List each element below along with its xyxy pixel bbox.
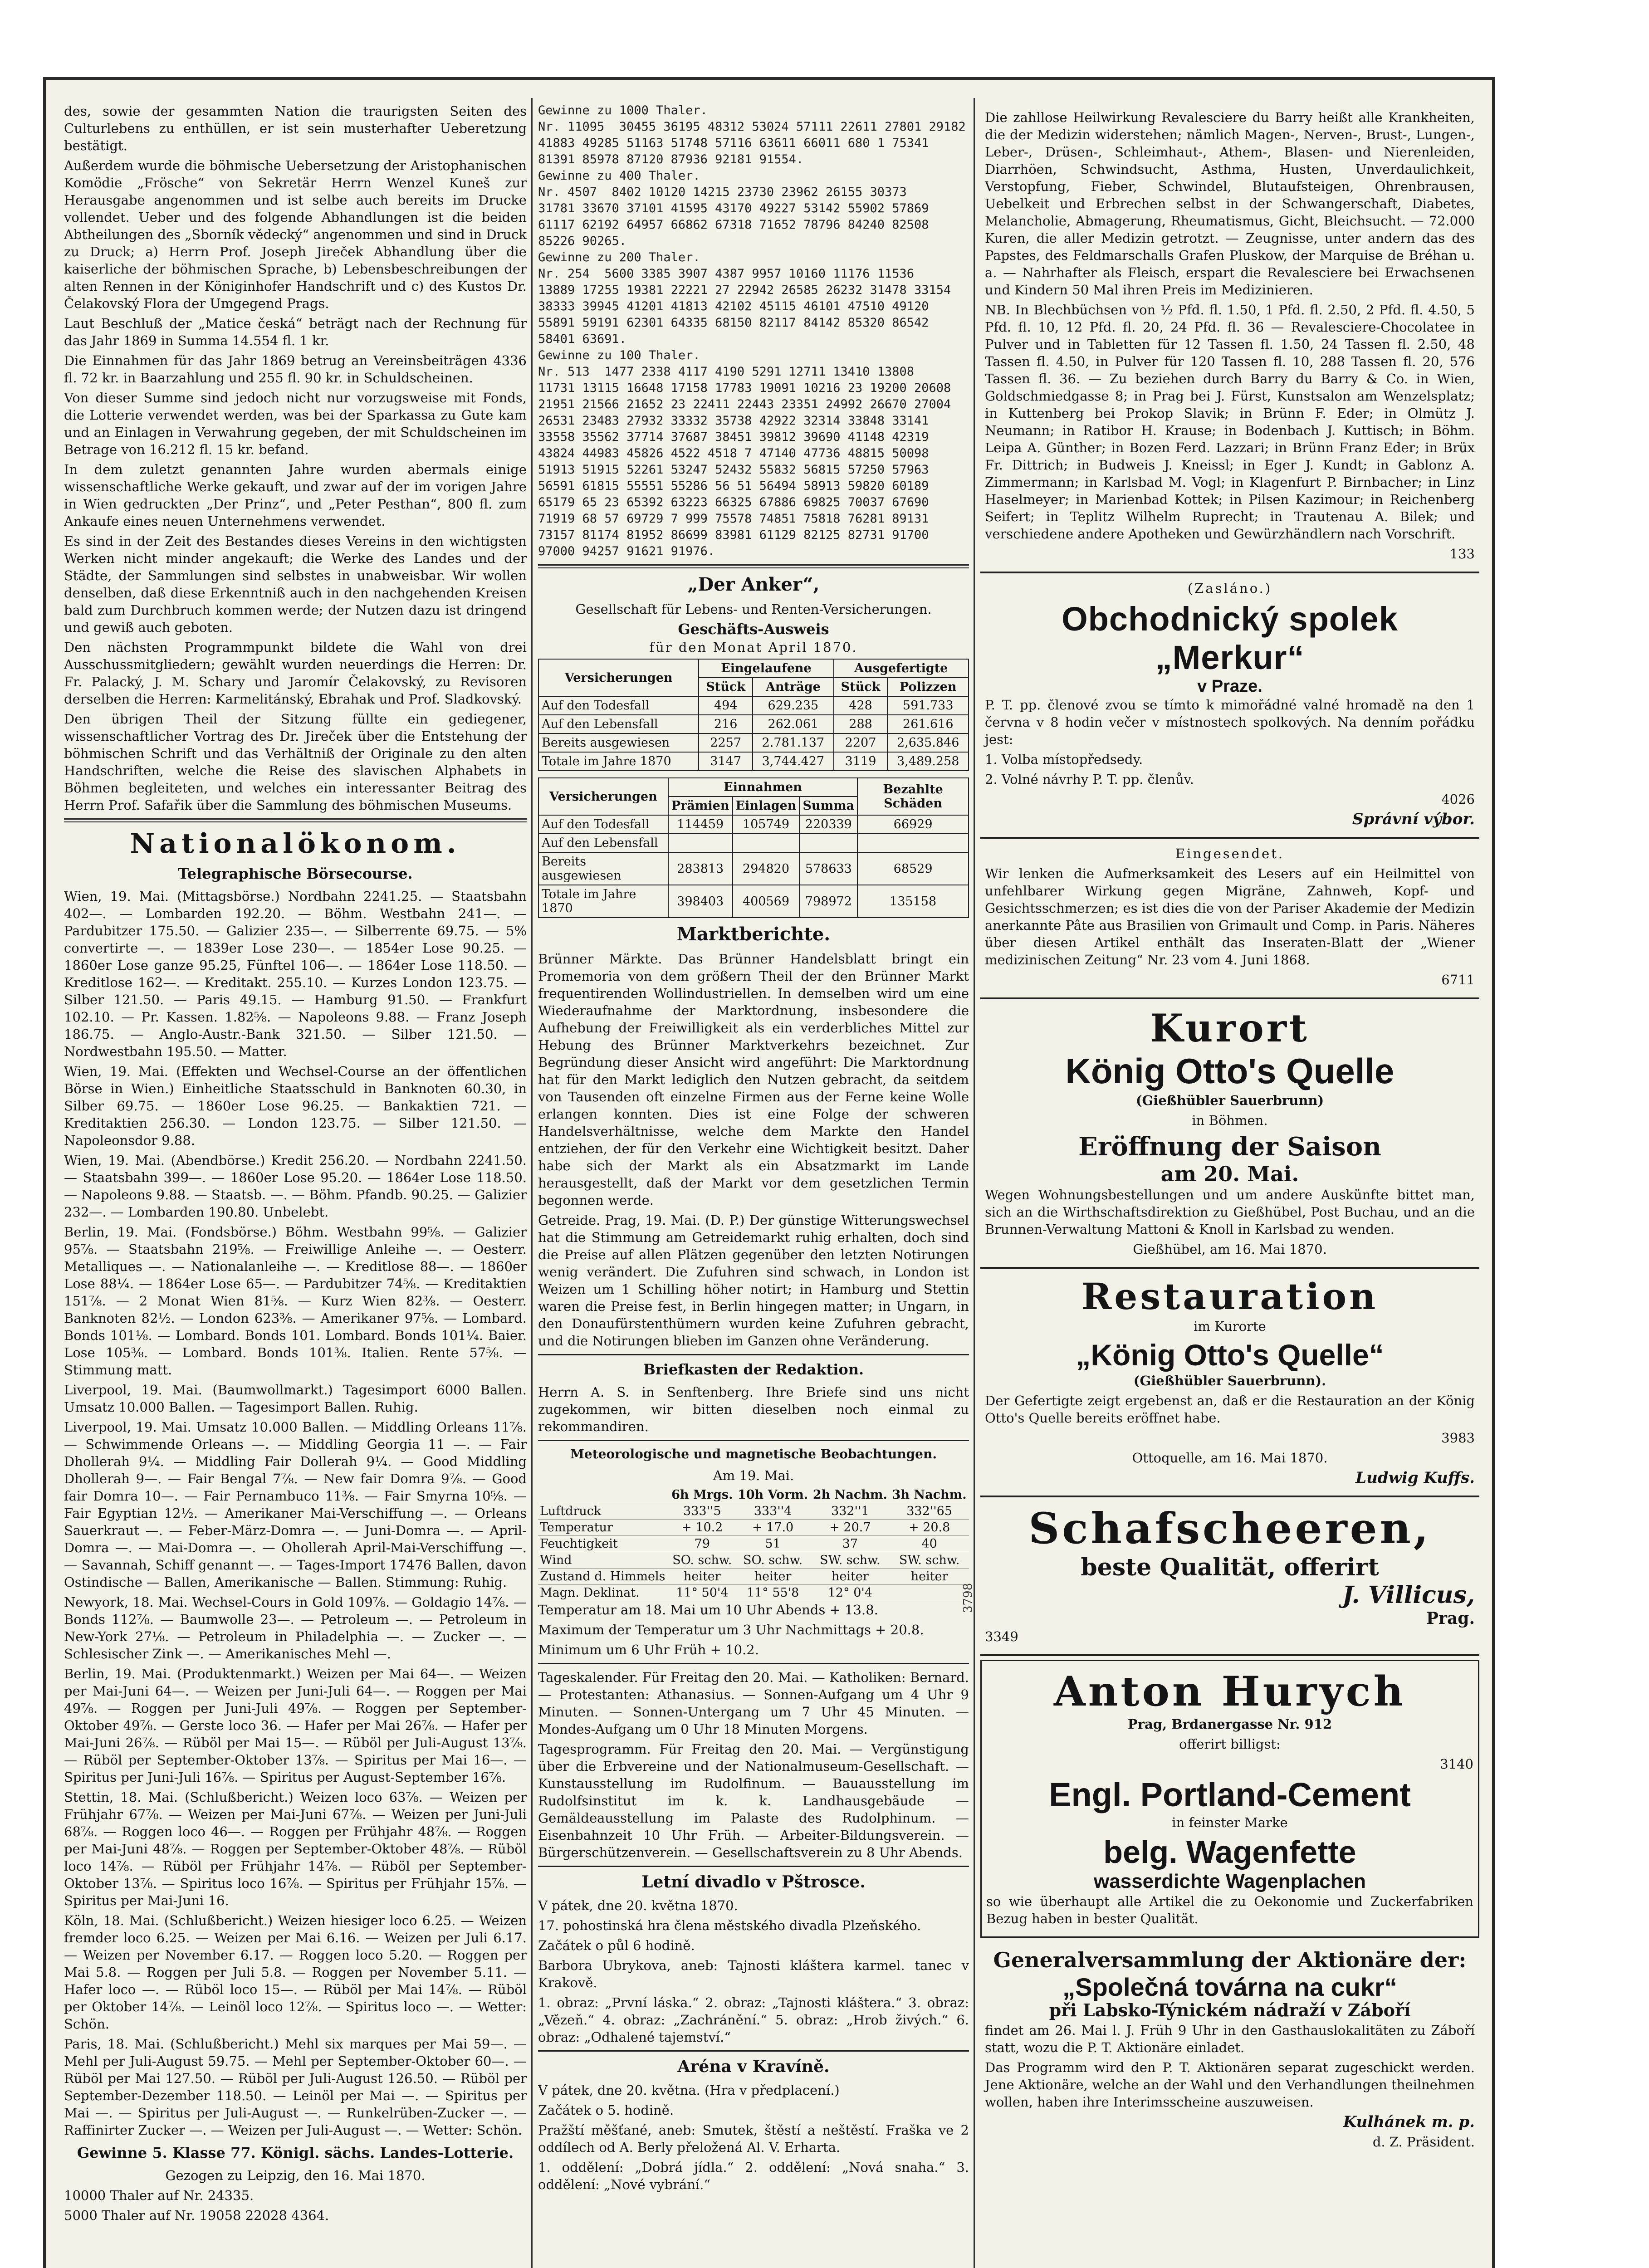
table-header: Versicherungen [538, 659, 699, 696]
paragraph: Außerdem wurde die böhmische Uebersetzung der Aristophanischen Komödie „Frösche“ von Sekretär Herrn Wenzel Kuneš zur Herausgabe angenommen und ist selbe auch bereits im Drucke vollendet. Ueber und des folgende Abhandlungen ist die beiden Abtheilungen des „Sborník vědecký“ angenommen und sind in Druck zu Druck; a) Herrn Prof. Joseph Jireček Abhandlung über die kaiserliche der böhmischen Sprache, b) Lebensbeschreibungen der alten Rennen in der Königinhofer Handschrift und c) des Kustos Dr. Čelakovský Flora der Umgegend Prags. [64, 158, 527, 311]
hurych-ad [980, 1660, 1479, 1938]
table-cell: 3119 [834, 752, 888, 771]
anker-month: für den Monat April 1870. [649, 640, 858, 655]
mailbox-heading: Briefkasten der Redaktion. [643, 1361, 864, 1378]
table-cell: 494 [699, 696, 753, 715]
table-row [538, 696, 969, 715]
table-header: Versicherungen [538, 778, 668, 815]
paragraph: Stettin, 18. Mai. (Schlußbericht.) Weizen loco 63⅞. — Weizen per Frühjahr 67⅞. — Weizen per Mai-Juni 67⅞. — Weizen per Juni-Juli 68⅞. — Roggen loco 46—. — Roggen per Frühjahr 48⅞. — Roggen per Mai-Juni 48⅞. — Roggen per September-Oktober 48⅞. — Rüböl loco 14⅞. — Rüböl per Frühjahr 14⅞. — Rüböl per September-Oktober 13⅞. — Spiritus loco 16⅞. — Spiritus per Frühjahr 15⅞. — Spiritus per Mai-Juni 16. [64, 1789, 527, 1908]
divider [538, 1663, 969, 1664]
table-row [538, 1536, 969, 1552]
paragraph: 1. obraz: „První láska.“ 2. obraz: „Tajnosti kláštera.“ 3. obraz: „Vězeň.“ 4. obraz: „Zachránění.“ 5. obraz: „Hrob živých.“ 6. obraz: „Odhalené tajemství.“ [538, 1995, 969, 2045]
ad-prices: NB. In Blechbüchsen von ½ Pfd. fl. 1.50, 1 Pfd. fl. 2.50, 2 Pfd. fl. 4.50, 5 Pfd. fl. 10, 12 Pfd. fl. 20, 24 Pfd. fl. 36 — Revalesciere-Chocolatee in Pulver und in Tabletten für 12 Tassen fl. 1.50, 24 Tassen fl. 2.50, 48 Tassen fl. 4.50, in Pulver für 120 Tassen fl. 10, 288 Tassen fl. 20, 576 Tassen fl. 36. — Zu beziehen durch Barry du Barry & Co. in Wien, Goldschmiedgasse 8; in Prag bei J. Fürst, Kunstsalon am Wenzelsplatz; in Kuttenberg bei Prokop Slavik; in Brünn F. Eder; in Olmütz J. Neumann; in Ratibor H. Krause; in Bodenbach J. Kuttisch; in Böhm. Leipa A. Günther; in Bozen Ferd. Lazzari; in Brünn Franz Eder; in Brüx Fr. Dittrich; in Budweis J. Kneissl; in Eger J. Kundt; in Gablonz A. Zimmermann; in Karlsbad M. Vogl; in Klagenfurt P. Birnbacher; in Linz Haselmeyer; in Marienbad Kottek; in Pilsen Kazimour; in Reichenberg Seifert; in Teplitz Wilhelm Ruprecht; in Trautenau A. Bilek; und verschiedene andere Apotheken und Gewürzhändlern nach Vorschrift. [985, 302, 1475, 542]
theater1-program [538, 1897, 969, 2046]
paragraph: 71919 68 57 69729 7 999 75578 74851 75818 76281 89131 [538, 512, 929, 526]
table-cell: Auf den Todesfall [538, 815, 668, 834]
table-cell: SW. schw. [890, 1552, 969, 1569]
anker-report-title: Geschäfts-Ausweis [678, 621, 829, 638]
ad-number: 133 [1449, 546, 1475, 562]
paragraph: Nr. 513 1477 2338 4117 4190 5291 12711 13410 13808 [538, 365, 915, 379]
saison-title: Eröffnung der Saison [1078, 1132, 1381, 1162]
table-cell: Bereits ausgewiesen [538, 852, 668, 885]
kurort-ad [980, 999, 1479, 1269]
ad-number: 6711 [1441, 972, 1475, 987]
restauration-title: Restauration [1081, 1275, 1379, 1318]
table-cell: 332''65 [890, 1503, 969, 1520]
ad-text: Die zahllose Heilwirkung Revalesciere du Barry heißt alle Krankheiten, die der Medizin widerstehen; nämlich Magen-, Nerven-, Brust-, Lungen-, Leber-, Drüsen-, Schleimhaut-, Athem-, Blasen- und Nierenleiden, Diarrhöen, Schwindsucht, Asthma, Husten, Unverdaulichkeit, Verstopfung, Fieber, Schwindel, Blutaufsteigen, Ohrenbrausen, Uebelkeit und Erbrechen selbst in der Schwangerschaft, Diabetes, Melancholie, Abmagerung, Rheumatismus, Gicht, Bleichsucht. — 72.000 Kuren, die aller Medizin getrotzt. — Zeugnisse, unter andern das des Papstes, des Feldmarschalls Grafen Pluskow, der Marquise de Bréhan u. a. — Nahrhafter als Fleisch, erspart die Revalesciere bei Erwachsenen und Kindern 50 Mal ihren Preis im Medizinieren. [985, 110, 1475, 298]
paragraph: Nr. 254 5600 3385 3907 4387 9957 10160 11176 11536 [538, 267, 915, 281]
divider [538, 1440, 969, 1441]
table-cell: SW. schw. [811, 1552, 890, 1569]
table-cell: 220339 [799, 815, 857, 834]
paragraph: Es sind in der Zeit des Bestandes dieses Vereins in den wichtigsten Werken nicht minder angekauft; die Werke des Landes und der Städte, der Sammlungen sind selbstes in unabweisbar. Wir wollen denselben, daß diese Erkenntniß auch in den nachgehenden Kreisen bald zum Durchbruch kommen werde; der Nutzen dazu ist dringend und gewiß auch geboten. [64, 533, 527, 635]
theater2-heading: Aréna v Kravíně. [677, 2057, 830, 2076]
paragraph: 55891 59191 62301 64335 68150 82117 84142 85320 86542 [538, 316, 929, 330]
market-heading: Marktberichte. [676, 924, 831, 945]
gv-signature-title: d. Z. Präsident. [1372, 2134, 1475, 2150]
table-subheader: Stück [699, 678, 753, 696]
merkur-city: v Praze. [1197, 677, 1262, 696]
paragraph: Tageskalender. Für Freitag den 20. Mai. — Katholiken: Bernard. — Protestanten: Athanasius. — Sonnen-Aufgang um 4 Uhr 9 Minuten. — Sonnen-Untergang um 7 Uhr 45 Minuten. — Mondes-Aufgang um 0 Uhr 18 Minuten Morgens. [538, 1670, 969, 1737]
table-cell: Totale im Jahre 1870 [538, 885, 668, 918]
table-cell: 283813 [668, 852, 733, 885]
table-row [538, 815, 969, 834]
anker-title: „Der Anker“, [687, 574, 820, 595]
hurych-offer: offerirt billigst: [1179, 1736, 1281, 1752]
table-header: Eingelaufene [699, 659, 833, 678]
merkur-title: Obchodnický spolek „Merkur“ [1062, 600, 1398, 676]
table-cell: SO. schw. [735, 1552, 811, 1569]
table-cell: Zustand d. Himmels [538, 1569, 669, 1585]
table-cell: 216 [699, 715, 753, 733]
table-header: Bezahlte Schäden [857, 778, 969, 815]
table-header: 6h Mrgs. [669, 1487, 735, 1503]
planen-label: wasserdichte Wagenplachen [1094, 1870, 1366, 1892]
column-rule-right [974, 98, 975, 2268]
table-cell: heiter [811, 1569, 890, 1585]
paragraph: Gewinne zu 1000 Thaler. [538, 103, 708, 117]
table-cell: 3147 [699, 752, 753, 771]
paragraph: 17. pohostinská hra člena městského divadla Plzeňského. [538, 1918, 921, 1933]
table-row [538, 1503, 969, 1520]
saison-text: Wegen Wohnungsbestellungen und um andere Auskünfte bittet man, sich an die Wirthschaftsdirektion zu Gießhübel, Post Buchau, und an die Brunnen-Verwaltung Mattoni & Knoll in Karlsbad zu wenden. [985, 1187, 1475, 1237]
paragraph: 51913 51915 52261 53247 52432 55832 56815 57250 57963 [538, 463, 929, 477]
paragraph: Temperatur am 18. Mai um 10 Uhr Abends + 13.8. [538, 1602, 878, 1618]
paragraph: Brünner Märkte. Das Brünner Handelsblatt bringt ein Promemoria von dem größern Theil der den Brünner Markt frequentirenden Wollindustriellen. In demselben wird um eine Wiederaufnahme der Marktordnung, insbesondere die Aufhebung der Freiwilligkeit als ein verderbliches Mittel zur Hebung des Brünner Marktverkehrs bezeichnet. Zur Begründung dieser Ansicht wird angeführt: Die Marktordnung hat für den Markt lediglich den Nutzen gebracht, da seitdem von Tausenden oft einzelne Firmen aus der Ferne keine Wolle erlangen konnten. Dies ist eine Folge der schweren Handelsverhältnisse, welche dem Markte den Handel entziehen, der für den Verkehr eine Wichtigkeit besitzt. Daher habe sich der Markt als ein Absatzmarkt im Lande herausgestellt, daß der Markt vor dem gesetzlichen Termin begonnen werde. [538, 951, 969, 1208]
table-cell: 2,635.846 [887, 733, 969, 752]
divider [538, 1354, 969, 1355]
paragraph: 56591 61815 55551 55286 56 51 56494 58913 59820 60189 [538, 479, 929, 493]
table-cell: 288 [834, 715, 888, 733]
table-cell: heiter [669, 1569, 735, 1585]
table-cell: 3,489.258 [887, 752, 969, 771]
gv-name: „Společná továrna na cukr“ [1062, 1973, 1397, 2001]
paragraph: 65179 65 23 65392 63223 66325 67886 69825 70037 67690 [538, 495, 929, 509]
schafscheeren-ad [980, 1497, 1479, 1656]
table-cell: 629.235 [753, 696, 834, 715]
ad-number: 4026 [1441, 792, 1475, 807]
table-cell [733, 834, 800, 852]
paragraph: 41883 49285 51163 51748 57116 63611 66011 680 1 75341 [538, 136, 929, 150]
table-cell: Bereits ausgewiesen [538, 733, 699, 752]
table-cell: 135158 [857, 885, 969, 918]
ad-number: 3140 [1440, 1756, 1473, 1772]
paragraph: Gewinne zu 200 Thaler. [538, 250, 700, 264]
zaslano-label: (Zasláno.) [1187, 581, 1272, 596]
paragraph: Nr. 11095 30455 36195 48312 53024 57111 22611 27801 29182 [538, 120, 966, 134]
restauration-subtitle: im Kurorte [1194, 1319, 1266, 1334]
ad-number: 3349 [985, 1629, 1018, 1644]
schafscheeren-name: J. Villicus, [1342, 1581, 1475, 1609]
quelle-location: in Böhmen. [1192, 1113, 1268, 1128]
table-cell: Auf den Lebensfall [538, 715, 699, 733]
eingesendet-label: Eingesendet. [1175, 846, 1285, 861]
table-cell: 261.616 [887, 715, 969, 733]
table-header: Einnahmen [668, 778, 857, 797]
anker-table-income [538, 777, 969, 918]
paragraph: 61117 62192 64957 66862 67318 71652 78796 84240 82508 [538, 218, 929, 232]
gv-signature: Kulhánek m. p. [1343, 2113, 1475, 2131]
restauration-signature: Ludwig Kuffs. [1355, 1469, 1475, 1487]
calendar [538, 1669, 969, 1861]
wagenfette-label: belg. Wagenfette [1103, 1834, 1356, 1870]
planen-text: so wie überhaupt alle Artikel die zu Oekonomie und Zuckerfabriken Bezug haben in bester Qualität. [986, 1894, 1473, 1926]
hurych-name: Anton Hurych [1053, 1667, 1406, 1716]
restauration-sub: (Gießhübler Sauerbrunn). [1133, 1373, 1326, 1388]
lottery-line: 5000 Thaler auf Nr. 19058 22028 4364. [64, 2208, 329, 2223]
revalesciere-ad [980, 103, 1479, 573]
gv-text: findet am 26. Mai l. J. Früh 9 Uhr in den Gasthauslokalitäten zu Záboří statt, wozu die P. T. Aktionäre einladet. [985, 2023, 1475, 2055]
ad-number: 3983 [1441, 1430, 1475, 1446]
lottery-numbers [538, 103, 969, 560]
meteo-date: Am 19. Mai. [713, 1468, 794, 1483]
table-subheader: Prämien [668, 797, 733, 815]
table-header: Ausgefertigte [834, 659, 969, 678]
paragraph: Wien, 19. Mai. (Effekten und Wechsel-Course an der öffentlichen Börse in Wien.) Einheitliche Staatsschuld in Banknoten 60.30, in Silber 69.75. — 1860er Lose 96.25. — Bankaktien 721. — Kreditaktien 256.30. — London 123.75. — Silber 121.50. — Napoleonsdor 9.88. [64, 1064, 527, 1148]
divider [538, 564, 969, 568]
quelle-title: König Otto's Quelle [1065, 1051, 1395, 1091]
eingesendet-ad [980, 839, 1479, 999]
restauration-ad [980, 1269, 1479, 1497]
paragraph: Začátek o 5. hodině. [538, 2102, 674, 2118]
paragraph: 31781 33670 37101 41595 43170 49227 53142 55902 57869 [538, 201, 929, 215]
paragraph: Getreide. Prag, 19. Mai. (D. P.) Der günstige Witterungswechsel hat die Stimmung am Getreidemarkt ruhig erhalten, doch sind die Preise auf allen Plätzen gegenüber den letzten Notirungen wenig verändert. Die Zufuhren sind schwach, in London ist Weizen um 1 Schilling höher notirt; in Hamburg und Stettin waren die Preise fest, in Berlin hingegen matter; in Ungarn, in den Donaufürstenthümern wurden keine Zufuhren gebracht, und die Notirungen blieben im Ganzen ohne Veränderung. [538, 1212, 969, 1349]
paragraph: Barbora Ubrykova, aneb: Tajnosti kláštera karmel. tanec v Krakově. [538, 1958, 969, 1990]
paragraph: Tagesprogramm. Für Freitag den 20. Mai. — Vergünstigung über die Erbvereine und der Nationalmuseum-Gesellschaft. — Kunstausstellung im Rudolfinum. — Bauausstellung im Rudolfsinstitut im k. k. Landhausgebäude — Gemäldeausstellung im Palaste des Rudolphinum. — Eisenbahnzeit 10 Uhr Früh. — Arbeiter-Bildungsverein. — Bürgerschützenverein. — Gesellschaftsverein zu 8 Uhr Abends. [538, 1741, 969, 1860]
table-row [538, 733, 969, 752]
paragraph: Den nächsten Programmpunkt bildete die Wahl von drei Ausschussmitgliedern; gewählt wurden neuerdings die Herren: Dr. Fr. Palacký, J. M. Schary und Jaromír Čelakovský, zu Revisoren derselben die Herren: Karmelitánský, Ebrahak und Prof. Sladkovský. [64, 640, 527, 707]
table-cell: Luftdruck [538, 1503, 669, 1520]
table-cell: 398403 [668, 885, 733, 918]
theater2-program [538, 2082, 969, 2193]
paragraph: Maximum der Temperatur um 3 Uhr Nachmittags + 20.8. [538, 1622, 924, 1637]
table-cell: 333''4 [735, 1503, 811, 1520]
paragraph: des, sowie der gesammten Nation die traurigsten Seiten des Culturlebens zu enthüllen, er ist sein musterhafter Ueberetzung bestätigt. [64, 103, 527, 153]
table-cell: Temperatur [538, 1520, 669, 1536]
newspaper-page [43, 77, 1495, 2268]
side-number: 3798 [961, 1583, 975, 1613]
gv-place: při Labsko-Týnickém nádraží v Záboří [1049, 2000, 1411, 2020]
merkur-text: P. T. pp. členové zvou se tímto k mimořádné valné hromadě na den 1 června v 8 hodin večer v místnostech spolkových. Na denním pořádku jest: [985, 697, 1475, 747]
table-cell: 294820 [733, 852, 800, 885]
table-header: 3h Nachm. [890, 1487, 969, 1503]
table-cell: 40 [890, 1536, 969, 1552]
table-cell: 12° 0'4 [811, 1585, 890, 1601]
table-cell: heiter [890, 1569, 969, 1585]
table-cell: 428 [834, 696, 888, 715]
paragraph: 26531 23483 27932 33332 35738 42922 32314 33848 33141 [538, 414, 929, 428]
paragraph: Den übrigen Theil der Sitzung füllte ein gediegener, wissenschaftlicher Vortrag des Dr. Jireček über die Entstehung der böhmischen Schrift und das Verhältniß der Originale zu den alten Handschriften, welche die Reise des slavischen Alphabets in Böhmen begleiteten, und welches ein interessanter Beitrag des Herrn Prof. Safařik über die Sammlung des böhmischen Museums. [64, 711, 527, 813]
table-subheader: Polizzen [887, 678, 969, 696]
quelle-sub: (Gießhübler Sauerbrunn) [1135, 1093, 1324, 1108]
merkur-item: 1. Volba místopředsedy. [985, 752, 1143, 767]
paragraph: 1. oddělení: „Dobrá jídla.“ 2. oddělení: „Nová snaha.“ 3. oddělení: „Nové vybrání.“ [538, 2160, 969, 2192]
table-cell: 114459 [668, 815, 733, 834]
merkur-item: 2. Volné návrhy P. T. pp. členův. [985, 772, 1194, 787]
paragraph: 13889 17255 19381 22221 27 22942 26585 26232 31478 33154 [538, 283, 951, 297]
table-cell: 591.733 [887, 696, 969, 715]
paragraph: 81391 85978 87120 87936 92181 91554. [538, 152, 804, 166]
paragraph: Liverpool, 19. Mai. (Baumwollmarkt.) Tagesimport 6000 Ballen. Umsatz 10.000 Ballen. — Tagesimport Ballen. Ruhig. [64, 1382, 527, 1415]
table-row [538, 1520, 969, 1536]
divider [64, 818, 527, 822]
table-cell: 3,744.427 [753, 752, 834, 771]
table-cell [668, 834, 733, 852]
paragraph: Die Einnahmen für das Jahr 1869 betrug an Vereinsbeiträgen 4336 fl. 72 kr. in Baarzahlung und 255 fl. 90 kr. in Schuldscheinen. [64, 353, 527, 386]
cement-label: Engl. Portland-Cement [1049, 1776, 1411, 1813]
anker-subtitle: Gesellschaft für Lebens- und Renten-Versicherungen. [575, 601, 932, 617]
paragraph: 85226 90265. [538, 234, 627, 248]
table-cell [890, 1585, 969, 1601]
table-header: 2h Nachm. [811, 1487, 890, 1503]
economy-heading: Nationalökonom. [130, 828, 461, 860]
hurych-address: Prag, Brdanergasse Nr. 912 [1127, 1716, 1332, 1732]
lottery-subheading: Gezogen zu Leipzig, den 16. Mai 1870. [165, 2168, 426, 2183]
table-row [538, 852, 969, 885]
paragraph: 43824 44983 45826 4522 4518 7 47140 47736 48815 50098 [538, 446, 929, 460]
table-row [538, 834, 969, 852]
table-row [538, 1585, 969, 1601]
table-row [538, 1569, 969, 1585]
paragraph: Von dieser Summe sind jedoch nicht nur vorzugsweise mit Fonds, die Lotterie verwendet werden, was bei der Sparkassa zu Gute kam und an Einlagen in Verwahrung gegeben, der mit Schuldscheinen im Betrage von 16.212 fl. 15 kr. befand. [64, 390, 527, 457]
divider [538, 1866, 969, 1867]
restauration-text: Der Gefertigte zeigt ergebenst an, daß er die Restauration an der König Otto's Quelle bereits eröffnet habe. [985, 1393, 1475, 1426]
intro-article [64, 103, 527, 814]
table-cell: 51 [735, 1536, 811, 1552]
paragraph: 97000 94257 91621 91976. [538, 544, 715, 558]
schafscheeren-sub: beste Qualität, offerirt [1081, 1554, 1379, 1581]
table-cell: + 20.7 [811, 1520, 890, 1536]
gv-text-2: Das Programm wird den P. T. Aktionären separat zugeschickt werden. Jene Aktionäre, welche an der Wahl und den Verhandlungen theilnehmen wollen, haben ihre Interimsscheine auszuweisen. [985, 2060, 1475, 2110]
table-cell: 68529 [857, 852, 969, 885]
table-cell: Feuchtigkeit [538, 1536, 669, 1552]
column-1 [64, 103, 527, 2268]
gv-title: Generalversammlung der Aktionäre der: [993, 1948, 1467, 1972]
paragraph: 11731 13115 16648 17158 17783 19091 10216 23 19200 20608 [538, 381, 951, 395]
paragraph: 21951 21566 21652 23 22411 22443 23351 24992 26670 27004 [538, 397, 951, 411]
table-cell: 66929 [857, 815, 969, 834]
paragraph: Paris, 18. Mai. (Schlußbericht.) Mehl six marques per Mai 59—. — Mehl per Juli-August 59.75. — Mehl per September-Oktober 60—. — Rüböl per Mai 127.50. — Rüböl per Juli-August 126.50. — Rüböl per September-Dezember 118.50. — Leinöl per Mai —. — Spiritus per Mai —. — Spiritus per Juli-August —. — Runkelrüben-Zucker —. — Raffinirter Zucker —. — Weizen per Juli-August —. — Wetter: Schön. [64, 2036, 527, 2138]
table-cell: 105749 [733, 815, 800, 834]
table-subheader: Anträge [753, 678, 834, 696]
paragraph: Berlin, 19. Mai. (Fondsbörse.) Böhm. Westbahn 99⅝. — Galizier 95⅞. — Staatsbahn 219⅝. — Freiwillige Anleihe —. — Oesterr. Metalliques —. — Nationalanleihe —. — Kreditlose 88—. — 1860er Lose 88¼. — 1864er Lose 65—. — Pardubitzer 74⅝. — Kreditaktien 151⅞. — 2 Monat Wien 81⅝. — Kurz Wien 82⅜. — Oesterr. Banknoten 82½. — London 623⅜. — Amerikaner 97⅝. — Lombard. Bonds 101⅛. — Lombard. Bonds 101. Lombard. Bonds 101¼. Baier. Lose 105⅜. — Lombard. Bonds 101⅜. Italien. Rente 57⅝. — Stimmung matt. [64, 1224, 527, 1378]
meteo-heading: Meteorologische und magnetische Beobachtungen. [570, 1447, 937, 1461]
table-cell: SO. schw. [669, 1552, 735, 1569]
paragraph: 38333 39945 41201 41813 42102 45115 46101 47510 49120 [538, 299, 929, 313]
schafscheeren-city: Prag. [1426, 1609, 1475, 1628]
paragraph: 58401 63691. [538, 332, 627, 346]
column-2 [538, 103, 969, 2268]
table-cell: 37 [811, 1536, 890, 1552]
table-header [538, 1487, 669, 1503]
table-cell: + 10.2 [669, 1520, 735, 1536]
paragraph: 73157 81174 81952 86699 83981 61129 82125 82731 91700 [538, 528, 929, 542]
paragraph: Wien, 19. Mai. (Abendbörse.) Kredit 256.20. — Nordbahn 2241.50. — Staatsbahn 399—. — 1860er Lose 95.20. — 1864er Lose 118.50. — Napoleons 9.88. — Staatsb. —. — Böhm. Pfandb. 90.25. — Galizier 232—. — Lombarden 190.80. Unbelebt. [64, 1153, 527, 1220]
table-subheader: Einlagen [733, 797, 800, 815]
table-cell: 400569 [733, 885, 800, 918]
divider [538, 2050, 969, 2052]
table-subheader: Summa [799, 797, 857, 815]
eingesendet-text: Wir lenken die Aufmerksamkeit des Lesers auf ein Heilmittel von unfehlbarer Wirkung gegen Migräne, Zahnweh, Kopf- und Gesichtsschmerzen; es ist dies die von der Pariser Akademie der Medizin anerkannte Pâte aus Brasilien von Grimault und Comp. in Paris. Näheres über diesen Artikel enthält das Inseraten-Blatt der „Wiener medizinischen Zeitung“ Nr. 23 vom 4. Juni 1868. [985, 866, 1475, 968]
saison-date: am 20. Mai. [1160, 1162, 1299, 1186]
table-total-row [538, 752, 969, 771]
paragraph: Začátek o půl 6 hodině. [538, 1938, 695, 1953]
generalversammlung-ad [980, 1941, 1479, 2160]
table-cell: 11° 50'4 [669, 1585, 735, 1601]
paragraph: Wien, 19. Mai. (Mittagsbörse.) Nordbahn 2241.25. — Staatsbahn 402—. — Lombarden 192.20. — Böhm. Westbahn 241—. — Pardubitzer 175.50. — Galizier 235—. — Silberrente 69.75. — 5% convertirte —. — 1839er Lose 230—. — 1854er Lose 90.25. — 1860er Lose ganze 95.25, Fünftel 106—. — 1864er Lose 118.50. — Kreditlose 162—. — Kreditakt. 255.10. — Kurzes London 123.75. — Silber 121.50. — Paris 49.15. — Hamburg 91.50. — Frankfurt 102.10. — Pr. Kassen. 1.82⅝. — Napoleons 9.88. — Franz Joseph 186.75. — Anglo-Austr.-Bank 321.50. — Silber 121.50. — Nordwestbahn 195.50. — Matter. [64, 889, 527, 1059]
paragraph: Nr. 4507 8402 10120 14215 23730 23962 26155 30373 [538, 185, 907, 199]
merkur-ad [980, 573, 1479, 839]
schafscheeren-title: Schafscheeren, [1028, 1504, 1431, 1554]
column-rule-left [531, 98, 533, 2268]
table-cell: Auf den Lebensfall [538, 834, 668, 852]
paragraph: Berlin, 19. Mai. (Produktenmarkt.) Weizen per Mai 64—. — Weizen per Mai-Juni 64—. — Weizen per Juni-Juli 64—. — Roggen per Mai 49⅞. — Roggen per Juni-Juli 49⅞. — Roggen per September-Oktober 49⅞. — Gerste loco 36. — Hafer per Mai 26⅞. — Hafer per Mai-Juni 26⅞. — Rüböl per Mai 15—. — Rüböl per Juli-August 13⅞. — Rüböl per September-Oktober 13⅞. — Spiritus per Mai 16—. — Spiritus per Juni-Juli 16⅞. — Spiritus per August-September 16⅞. [64, 1666, 527, 1785]
table-cell: heiter [735, 1569, 811, 1585]
table-cell: 2.781.137 [753, 733, 834, 752]
paragraph: Gewinne zu 400 Thaler. [538, 169, 700, 183]
cement-quality: in feinster Marke [1172, 1815, 1288, 1830]
table-cell: Auf den Todesfall [538, 696, 699, 715]
paragraph: Pražští měšťané, aneb: Smutek, štěstí a neštěstí. Fraška ve 2 oddílech od A. Berly přeložená Al. V. Erharta. [538, 2122, 969, 2155]
anker-table-policies [538, 659, 969, 771]
table-cell: 333''5 [669, 1503, 735, 1520]
market-reports [64, 888, 527, 2139]
meteo-notes [538, 1601, 969, 1658]
table-cell: Magn. Deklinat. [538, 1585, 669, 1601]
table-cell: 332''1 [811, 1503, 890, 1520]
paragraph: In dem zuletzt genannten Jahre wurden abermals einige wissenschaftliche Werke gekauft, und zwar auf der im vorigen Jahre in Wien gedruckten „Der Prinz“, und „Peter Pesthan“, 800 fl. zum Ankaufe eines neuen Unternehmens verwendet. [64, 462, 527, 529]
table-header: 10h Vorm. [735, 1487, 811, 1503]
table-cell: Wind [538, 1552, 669, 1569]
saison-place: Gießhübel, am 16. Mai 1870. [1133, 1242, 1327, 1257]
table-total-row [538, 885, 969, 918]
paragraph: V pátek, dne 20. května 1870. [538, 1898, 738, 1913]
table-row [538, 715, 969, 733]
mailbox-text: Herrn A. S. in Senftenberg. Ihre Briefe sind uns nicht zugekommen, wir bitten dieselben noch einmal zu rekommandiren. [538, 1384, 969, 1434]
paragraph: Köln, 18. Mai. (Schlußbericht.) Weizen hiesiger loco 6.25. — Weizen fremder loco 6.25. — Weizen per Mai 6.16. — Weizen per Juli 6.17. — Weizen per November 6.17. — Roggen loco 5.20. — Roggen per Mai 5.8. — Roggen per Juli 5.8. — Roggen per November 5.11. — Hafer loco —. — Rüböl loco 15—. — Rüböl per Mai 14⅞. — Rüböl per Oktober 14⅞. — Leinöl loco 12⅞. — Spiritus loco —. — Wetter: Schön. [64, 1913, 527, 2032]
table-cell: Totale im Jahre 1870 [538, 752, 699, 771]
table-cell: 262.061 [753, 715, 834, 733]
paragraph: V pátek, dne 20. května. (Hra v předplacení.) [538, 2082, 840, 2098]
table-cell: 578633 [799, 852, 857, 885]
paragraph: Minimum um 6 Uhr Früh + 10.2. [538, 1642, 759, 1657]
restauration-quelle: „König Otto's Quelle“ [1076, 1338, 1384, 1372]
paragraph: 33558 35562 37714 37687 38451 39812 39690 41148 42319 [538, 430, 929, 444]
table-cell: 798972 [799, 885, 857, 918]
paragraph: Gewinne zu 100 Thaler. [538, 348, 700, 362]
table-cell [857, 834, 969, 852]
table-cell: 2207 [834, 733, 888, 752]
lottery-line: 10000 Thaler auf Nr. 24335. [64, 2188, 254, 2203]
table-cell: 11° 55'8 [735, 1585, 811, 1601]
paragraph: Liverpool, 19. Mai. Umsatz 10.000 Ballen. — Middling Orleans 11⅞. — Schwimmende Orleans —. — Middling Georgia 11 —. — Fair Dhollerah 9¼. — Middling Fair Dollerah 9¼. — Good Middling Dhollerah 9—. — Fair Bengal 7⅞. — New fair Domra 9⅞. — Good fair Domra 10—. — Fair Pernambuco 11⅜. — Fair Smyrna 10⅝. — Fair Egyptian 12½. — Amerikaner Mai-Verschiffung —. — Orleans Sauerkraut —. — Feber-März-Domra —. — Juni-Domra —. — April-Domra —. — Mai-Domra —. — Ohollerah April-Mai-Verschiffung —. — Savannah, Schiff genannt —. — Tages-Import 17476 Ballen, davon Ostindische — Ballen, Amerikanische — Ballen. Stimmung: Ruhig. [64, 1419, 527, 1590]
table-cell [799, 834, 857, 852]
column-3 [980, 103, 1479, 2268]
restauration-place: Ottoquelle, am 16. Mai 1870. [1132, 1450, 1328, 1466]
paragraph: Laut Beschluß der „Matice česká“ beträgt nach der Rechnung für das Jahr 1869 in Summa 14.554 fl. 1 kr. [64, 316, 527, 348]
telegraph-heading: Telegraphische Börsecourse. [178, 865, 413, 882]
table-subheader: Stück [834, 678, 888, 696]
table-cell: + 17.0 [735, 1520, 811, 1536]
paragraph: Newyork, 18. Mai. Wechsel-Cours in Gold 109⅞. — Goldagio 14⅞. — Bonds 112⅞. — Baumwolle 23—. — Petroleum —. — Petroleum in New-York 27⅛. — Petroleum in Philadelphia —. — Zucker —. — Schlesischer Zink —. — Amerikanisches Mehl —. [64, 1594, 527, 1662]
theater1-heading: Letní divadlo v Pštrosce. [641, 1872, 866, 1892]
table-row [538, 1552, 969, 1569]
kurort-title: Kurort [1150, 1006, 1310, 1051]
table-cell: 79 [669, 1536, 735, 1552]
lottery-heading: Gewinne 5. Klasse 77. Königl. sächs. Landes-Lotterie. [77, 2144, 514, 2161]
market-reports [538, 950, 969, 1349]
merkur-signature: Správní výbor. [1352, 810, 1475, 828]
meteo-table [538, 1487, 969, 1601]
table-cell: + 20.8 [890, 1520, 969, 1536]
table-cell: 2257 [699, 733, 753, 752]
